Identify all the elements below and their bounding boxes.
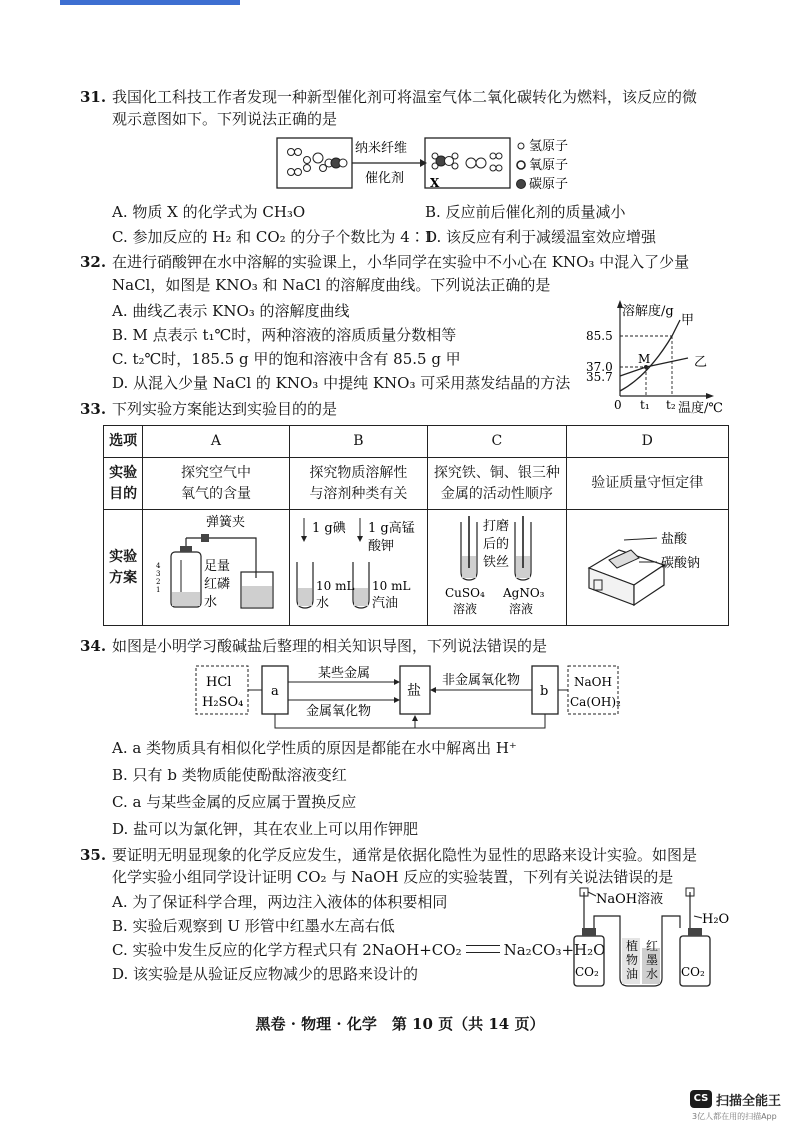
option-b: B. M 点表示 t₁℃时，两种溶液的溶质质量分数相等 [112,326,457,344]
wire-label-2: 后的 [482,537,509,552]
plan-b-apparatus [292,510,424,618]
header-option-label: 选项 [104,426,143,458]
base-naoh: NaOH [574,675,612,689]
option-c: C. a 与某些金属的反应属于置换反应 [112,793,357,811]
point-m-label: M [638,352,651,366]
acid-h2so4: H₂SO₄ [202,695,244,710]
goal-a: 探究空气中 氧气的含量 [143,458,289,510]
legend-oxygen: 氧原子 [529,158,569,173]
experiment-table [103,425,729,626]
svg-text:4: 4 [155,562,161,570]
solvent-gasoline: 汽油 [372,596,399,611]
naoh-solution-label: NaOH溶液 [596,892,664,907]
plan-a [143,510,289,626]
volume-label-1: 10 mL [316,579,355,593]
q31-micro-diagram [275,132,605,194]
hydrogen-legend-icon [518,143,524,149]
base-caoh2: Ca(OH)₂ [570,695,621,709]
water-label: H₂O [702,912,730,927]
question-number: 34. [80,637,107,655]
option-a: A. 物质 X 的化学式为 CH₃O [112,203,306,221]
camscanner-logo: CS [690,1090,712,1108]
volume-label-2: 10 mL [372,579,411,593]
question-number: 32. [80,253,107,271]
carbon-legend-icon [517,180,526,189]
question-stem-cont: 观示意图如下。下列说法正确的是 [112,110,338,128]
table-header-row [104,426,729,458]
arrow-metal-oxide-label: 金属氧化物 [306,704,372,719]
goal-b: 探究物质溶解性 与溶剂种类有关 [289,458,427,510]
node-a-label: a [271,684,279,699]
cuso4-label: CuSO₄ [444,586,485,600]
question-number: 33. [80,400,107,418]
col-d: D [566,426,728,458]
plan-b [289,510,427,626]
question-stem: 下列实验方案能达到实验目的的是 [112,400,338,418]
goal-label: 实验 目的 [104,458,143,510]
ink-label-3: 水 [646,967,659,981]
legend-carbon: 碳原子 [529,177,569,192]
option-a: A. 曲线乙表示 KNO₃ 的溶解度曲线 [112,302,350,320]
agno3-sol-label: 溶液 [508,602,533,616]
iodine-label: 1 g碘 [312,521,347,536]
question-34 [80,633,547,659]
svg-text:3: 3 [155,570,161,578]
node-b-label: b [540,684,549,699]
y-tick-85-5: 85.5 [586,329,613,343]
option-d: D. 该实验是从验证反应物减少的思路来设计的 [112,965,419,983]
oil-label-1: 植 [626,939,639,953]
salt-label: 盐 [407,683,421,699]
plan-d [566,510,728,626]
plan-label: 实验 方案 [104,510,143,626]
option-c: C. 实验中发生反应的化学方程式只有 2NaOH+CO₂ Na₂CO₃+H₂O [112,941,606,959]
question-stem: 要证明无明显现象的化学反应发生，通常是依据化隐性为显性的思路来设计实验。如图是 [112,846,698,864]
x-tick-t2: t₂ [666,398,676,412]
option-a: A. a 类物质具有相似化学性质的原因是都能在水中解离出 H⁺ [112,739,517,757]
svg-text:2: 2 [155,578,161,586]
question-stem-cont: 化学实验小组同学设计证明 CO₂ 与 NaOH 反应的实验装置，下列有关说法错误的是 [112,868,674,886]
ink-label-2: 墨 [646,953,659,967]
option-c: C. 参加反应的 H₂ 和 CO₂ 的分子个数比为 4∶1 [112,228,435,246]
legend-hydrogen: 氢原子 [529,139,569,154]
option-d: D. 盐可以为氯化钾，其在农业上可以用作钾肥 [112,820,419,838]
solvent-water: 水 [316,596,330,611]
y-tick-35-7: 35.7 [586,370,613,384]
clamp-label: 弹簧夹 [205,515,245,530]
x-tick-0: 0 [614,398,622,412]
co2-left-label: CO₂ [575,965,599,979]
y-tick-37-0: 37.0 [586,360,613,374]
co2-naoh-apparatus [570,886,730,994]
col-c: C [428,426,566,458]
plan-c-apparatus [431,510,563,618]
col-b: B [289,426,427,458]
option-b: B. 反应前后催化剂的质量减小 [425,203,626,221]
top-accent-bar [60,0,240,5]
question-number: 35. [80,846,107,864]
goal-c: 探究铁、铜、银三种 金属的活动性顺序 [428,458,566,510]
table-goal-row [104,458,729,510]
water-label: 水 [203,595,217,610]
question-33 [80,396,337,422]
x-tick-t1: t₁ [640,398,650,412]
svg-text:1: 1 [155,586,161,594]
page-footer: 黑卷 · 物理 · 化学 第 10 页（共 14 页） [255,1015,545,1033]
co2-right-label: CO₂ [681,965,705,979]
question-stem-cont: NaCl，如图是 KNO₃ 和 NaCl 的溶解度曲线。下列说法正确的是 [112,276,551,294]
question-stem: 我国化工科技工作者发现一种新型催化剂可将温室气体二氧化碳转化为燃料，该反应的微 [112,88,698,106]
acid-label: 盐酸 [661,532,688,547]
col-a: A [143,426,289,458]
oil-label-2: 物 [626,953,639,967]
option-c: C. t₂℃时，185.5 g 甲的饱和溶液中含有 85.5 g 甲 [112,350,461,368]
solubility-graph [568,296,733,418]
option-d: D. 该反应有利于减缓温室效应增强 [425,228,657,246]
option-a: A. 为了保证科学合理，两边注入液体的体积要相同 [112,893,448,911]
acid-hcl: HCl [206,675,232,690]
curve-a-label: 甲 [681,313,695,328]
catalyst-label-2: 催化剂 [365,171,405,186]
oxygen-legend-icon [517,161,525,169]
question-stem: 在进行硝酸钾在水中溶解的实验课上，小华同学在实验中不小心在 KNO₃ 中混入了少量 [112,253,690,271]
phosphorus-label-2: 红磷 [203,577,230,592]
cuso4-sol-label: 溶液 [452,602,477,616]
table-plan-row [104,510,729,626]
agno3-label: AgNO₃ [502,586,545,600]
question-number: 31. [80,88,107,106]
acid-base-concept-map [192,660,622,732]
arrow-nonmetal-oxide-label: 非金属氧化物 [442,673,521,688]
plan-a-apparatus [146,510,286,618]
y-axis-label: 溶解度/g [622,304,674,319]
product-x-label: X [430,176,440,190]
wire-label-3: 铁丝 [482,555,509,570]
camscanner-tagline: 3亿人都在用的扫描App [692,1112,777,1121]
product-molecules [432,153,502,171]
kmno4-label-2: 酸钾 [368,539,395,554]
curve-b-label: 乙 [694,355,708,370]
plan-d-apparatus [569,510,725,618]
catalyst-label-1: 纳米纤维 [355,141,408,156]
arrow-metal-label: 某些金属 [318,666,371,681]
camscanner-name: 扫描全能王 [716,1094,782,1109]
plan-c [428,510,566,626]
reactant-molecules [288,149,348,176]
phosphorus-label-1: 足量 [203,559,230,574]
carbonate-label: 碳酸钠 [661,556,701,571]
x-axis-label: 温度/℃ [678,401,723,416]
wire-label-1: 打磨 [482,519,509,534]
option-d: D. 从混入少量 NaCl 的 KNO₃ 中提纯 KNO₃ 可采用蒸发结晶的方法 [112,374,571,392]
kmno4-label-1: 1 g高锰 [368,521,416,536]
ink-label-1: 红 [646,939,659,953]
option-b: B. 只有 b 类物质能使酚酞溶液变红 [112,766,347,784]
goal-d: 验证质量守恒定律 [566,458,728,510]
question-stem: 如图是小明学习酸碱盐后整理的相关知识导图，下列说法错误的是 [112,637,548,655]
oil-label-3: 油 [626,967,639,981]
option-b: B. 实验后观察到 U 形管中红墨水左高右低 [112,917,395,935]
